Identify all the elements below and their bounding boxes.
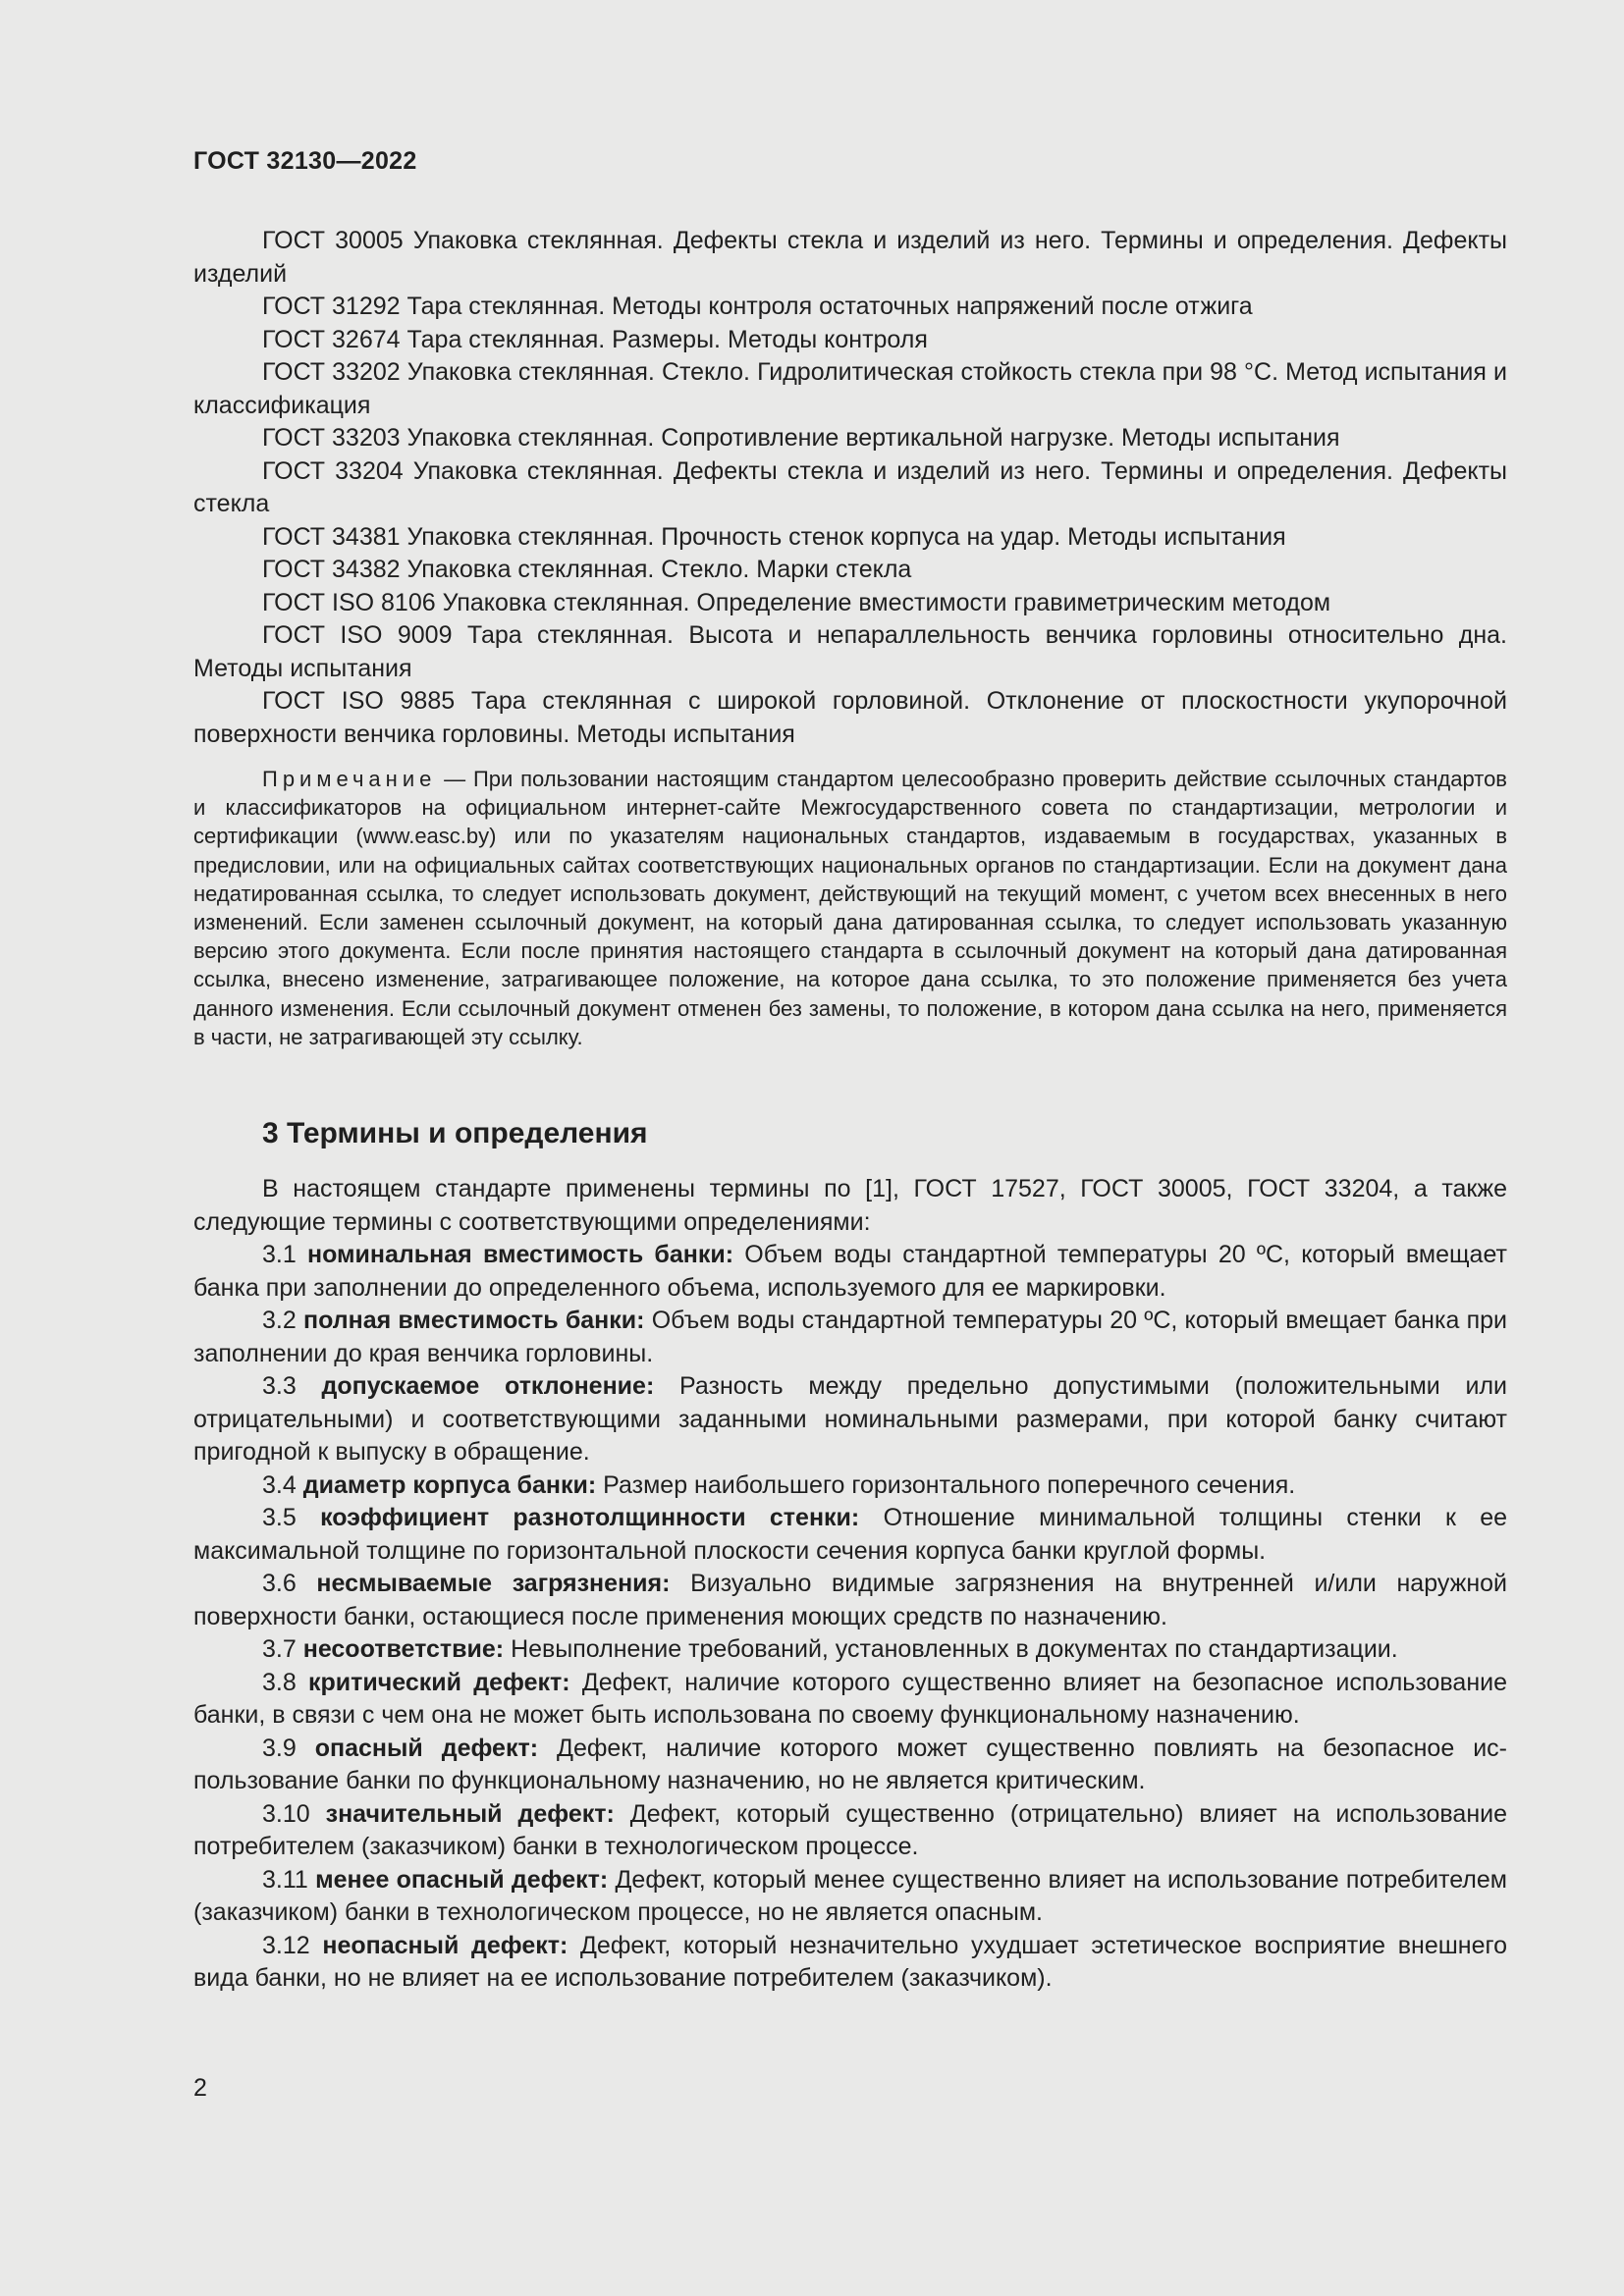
term-name: допускаемое отклонение: <box>321 1372 655 1401</box>
reference-item: ГОСТ 31292 Тара стеклянная. Методы контроля остаточных напряжений после отжига <box>262 293 1253 320</box>
term-definition: Дефект, который менее существенно влияет на использование потребителем (заказчиком) банки в технологическом процессе, но не является опасным. <box>193 1865 1507 1927</box>
term-item <box>193 1667 1507 1733</box>
term-definition: Отношение минимальной толщины стенки к ее максимальной толщине по горизонтальной плоскости сечения корпуса банки круглой формы. <box>193 1504 1507 1565</box>
term-number: 3.10 <box>262 1799 310 1828</box>
term-definition: Дефект, который существенно (отрицательно) влияет на использование потребителем (заказчиком) банки в технологическом процессе. <box>193 1799 1508 1861</box>
page-content <box>193 225 1507 1996</box>
reference-item: ГОСТ 30005 Упаковка стеклянная. Дефекты стекла и изделий из него. Термины и определения. Дефекты изделий <box>193 227 1507 288</box>
term-definition: Объем воды стандартной температуры 20 ºС, который вмещает банка при заполнении до края венчика горловины. <box>193 1307 1507 1367</box>
term-item <box>193 1568 1507 1633</box>
term-item <box>193 1864 1507 1930</box>
terms-list <box>193 1239 1507 1996</box>
running-header: ГОСТ 32130—2022 <box>193 147 417 175</box>
term-name: несмываемые загрязнения: <box>316 1570 671 1598</box>
term-number: 3.3 <box>262 1372 297 1401</box>
reference-item: ГОСТ ISO 9009 Тара стеклянная. Высота и непараллельность венчика горловины относительно дна. Методы испытания <box>193 621 1507 682</box>
term-number: 3.1 <box>262 1241 297 1269</box>
note-text: — При пользовании настоящим стандартом целесообразно проверить действие ссылочных стандартов и классификаторов на официальном интернет-сайте Межгосударственного совета по стандартизации, метрологии и сертификации (www.easc.by) или по указателям национальных стандартов, издаваемым в государствах, указанных в предисловии, или на официальных сайтах соответствующих национальных органов по стандартизации. Если на документ дана недатированная ссылка, то следует использовать документ, действующий на текущий момент, с учетом всех внесенных в него изменений. Если заменен ссылочный документ, на который дана датированная ссылка, то следует использовать указанную версию этого документа. Если после принятия настоящего стандарта в ссылочный документ на который дана датированная ссылка, внесено изменение, затрагивающее положение, на которое дана ссылка, то это положение применяется без учета данного изменения. Если ссылочный документ отменен без замены, то положение, в котором дана ссылка на него, применяется в части, не затрагивающей эту ссылку. <box>193 767 1507 1049</box>
term-number: 3.5 <box>262 1504 297 1532</box>
reference-item: ГОСТ ISO 8106 Упаковка стеклянная. Определение вместимости гравиметрическим методом <box>262 588 1331 616</box>
term-definition: Объем воды стандартной температуры 20 ºС, который вмещает банка при заполнении до определенного объема, используемого для ее маркировки. <box>193 1241 1507 1302</box>
term-number: 3.9 <box>262 1734 297 1762</box>
section-intro: В настоящем стандарте применены термины по [1], ГОСТ 17527, ГОСТ 30005, ГОСТ 33204, а также следующие термины с соответствующими определениями: <box>193 1175 1507 1236</box>
term-name: несоответствие: <box>302 1635 505 1664</box>
reference-item: ГОСТ 34381 Упаковка стеклянная. Прочность стенок корпуса на удар. Методы испытания <box>262 522 1286 551</box>
term-name: значительный дефект: <box>325 1799 615 1828</box>
reference-item: ГОСТ 32674 Тара стеклянная. Размеры. Методы контроля <box>262 325 928 353</box>
reference-item: ГОСТ 33204 Упаковка стеклянная. Дефекты стекла и изделий из него. Термины и определения. Дефекты стекла <box>193 456 1507 517</box>
term-definition: Дефект, наличие которого существенно влияет на безопасное использование банки, в связи с чем она не может быть использована по своему функциональному назначению. <box>193 1668 1507 1730</box>
section-title: 3 Термины и определения <box>262 1117 648 1150</box>
term-definition: Невыполнение требований, установленных в документах по стандартизации. <box>511 1635 1398 1664</box>
term-number: 3.6 <box>262 1570 297 1598</box>
term-item <box>193 1502 1507 1568</box>
term-name: номинальная вместимость банки: <box>306 1241 734 1269</box>
reference-item: ГОСТ ISO 9885 Тара стеклянная с широкой горловиной. Отклонение от плоскостности укупорочной поверхности венчика горловины. Методы испытания <box>193 687 1507 748</box>
note-paragraph <box>193 765 1507 1051</box>
note-label: Примечание <box>262 767 437 791</box>
term-item <box>193 1733 1507 1798</box>
term-item <box>193 1633 1507 1667</box>
term-definition: Дефект, наличие которого может существенно повлиять на безопасное использование банки по функциональному назначению, но не является критическим. <box>193 1734 1507 1795</box>
term-number: 3.11 <box>262 1865 308 1894</box>
term-item <box>193 1239 1507 1305</box>
term-name: критический дефект: <box>308 1668 570 1696</box>
term-item <box>193 1305 1507 1370</box>
reference-item: ГОСТ 33202 Упаковка стеклянная. Стекло. Гидролитическая стойкость стекла при 98 °С. Метод испытания и классификация <box>193 358 1507 419</box>
term-number: 3.4 <box>262 1470 297 1499</box>
normative-references-list <box>193 225 1507 751</box>
term-name: коэффициент разнотолщинности стенки: <box>320 1504 860 1532</box>
reference-item: ГОСТ 33203 Упаковка стеклянная. Сопротивление вертикальной нагрузке. Методы испытания <box>262 424 1340 452</box>
term-item <box>193 1798 1507 1864</box>
term-number: 3.12 <box>262 1931 310 1959</box>
page-number: 2 <box>193 2074 207 2102</box>
reference-item: ГОСТ 34382 Упаковка стеклянная. Стекло. Марки стекла <box>262 556 912 583</box>
term-name: диаметр корпуса банки: <box>302 1470 597 1499</box>
term-definition: Размер наибольшего горизонтального поперечного сечения. <box>603 1470 1296 1499</box>
term-item <box>193 1469 1507 1503</box>
term-name: полная вместимость банки: <box>302 1307 645 1335</box>
term-number: 3.8 <box>262 1668 297 1696</box>
term-name: менее опасный дефект: <box>315 1865 609 1894</box>
term-item <box>193 1930 1507 1996</box>
term-definition: Разность между предельно допустимыми (положительными или отрицательными) и соответствующими заданными номинальными размерами, при которой банку считают пригодной к выпуску в обращение. <box>193 1372 1508 1467</box>
term-name: неопасный дефект: <box>322 1931 568 1959</box>
term-definition: Визуально видимые загрязнения на внутренней и/или наружной поверхности банки, остающиеся после применения моющих средств по назначению. <box>193 1570 1508 1630</box>
term-number: 3.2 <box>262 1307 297 1335</box>
term-definition: Дефект, который незначительно ухудшает эстетическое восприятие внешнего вида банки, но не влияет на ее использование потребителем (заказчиком). <box>193 1931 1507 1993</box>
term-item <box>193 1370 1507 1469</box>
term-name: опасный дефект: <box>314 1734 539 1762</box>
term-number: 3.7 <box>262 1635 297 1664</box>
